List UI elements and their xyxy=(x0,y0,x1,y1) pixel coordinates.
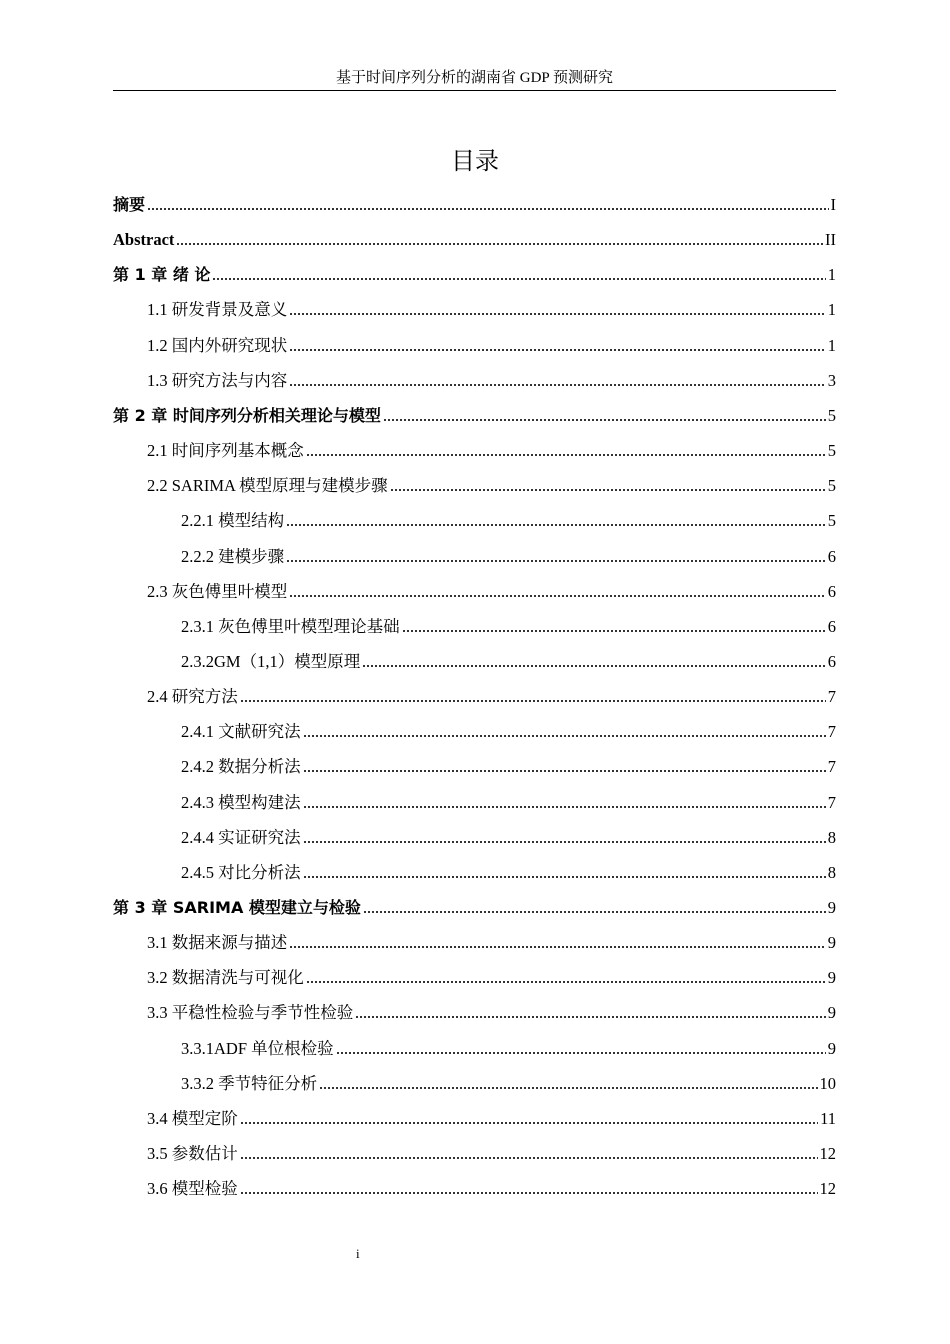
toc-entry-page: 12 xyxy=(819,1179,836,1199)
toc-entry[interactable] xyxy=(147,366,836,392)
toc-entry[interactable] xyxy=(181,752,836,778)
dot-leader xyxy=(355,1015,826,1019)
dot-leader xyxy=(286,523,826,527)
toc-entry-label: 1.2 国内外研究现状 xyxy=(147,335,288,355)
toc-entry-label: 第 2 章 时间序列分析相关理论与模型 xyxy=(113,405,381,425)
dot-leader xyxy=(390,488,826,492)
toc-entry-page: 6 xyxy=(827,546,836,566)
toc-entry-page: II xyxy=(825,230,836,250)
toc-entry-page: 9 xyxy=(827,1003,836,1023)
toc-entry[interactable] xyxy=(147,963,836,989)
toc-entry-label: 第 3 章 SARIMA 模型建立与检验 xyxy=(113,898,361,917)
toc-entry-page: 5 xyxy=(827,441,836,461)
toc-entry[interactable] xyxy=(147,1139,836,1165)
toc-entry[interactable] xyxy=(147,1104,836,1130)
toc-entry[interactable] xyxy=(147,436,836,462)
dot-leader xyxy=(286,559,826,563)
toc-entry-page: 7 xyxy=(827,722,836,742)
toc-entry-label: 2.3.1 灰色傅里叶模型理论基础 xyxy=(181,616,400,636)
toc-entry[interactable] xyxy=(147,928,836,954)
toc-entry-label: 3.3.2 季节特征分析 xyxy=(181,1073,318,1093)
toc-entry-page: 11 xyxy=(820,1108,836,1128)
toc-entry-label: Abstract xyxy=(113,230,175,250)
dot-leader xyxy=(303,840,826,844)
toc-entry-label: 1.3 研究方法与内容 xyxy=(147,370,288,390)
toc-entry-page: 5 xyxy=(827,511,836,531)
toc-entry[interactable] xyxy=(147,998,836,1024)
toc-entry-page: 9 xyxy=(827,933,836,953)
toc-entry[interactable] xyxy=(147,682,836,708)
toc-entry[interactable] xyxy=(181,612,836,638)
toc-entry-label: 3.3 平稳性检验与季节性检验 xyxy=(147,1003,354,1023)
toc-entry-label: 2.4.2 数据分析法 xyxy=(181,757,301,777)
toc-entry-label: 3.3.1ADF 单位根检验 xyxy=(181,1038,334,1058)
toc-entry-page: 8 xyxy=(827,862,836,882)
toc-entry-label: 2.2.2 建模步骤 xyxy=(181,546,285,566)
toc-entry[interactable] xyxy=(181,1069,836,1095)
dot-leader xyxy=(362,664,826,668)
toc-entry-page: 7 xyxy=(827,687,836,707)
toc-entry-page: 6 xyxy=(827,651,836,671)
page-header: 基于时间序列分析的湖南省 GDP 预测研究 xyxy=(113,66,836,91)
dot-leader xyxy=(336,1051,826,1055)
toc-entry-page: 12 xyxy=(819,1144,836,1164)
toc-entry-page: 9 xyxy=(827,968,836,988)
dot-leader xyxy=(147,207,828,211)
toc-entry[interactable] xyxy=(113,401,836,427)
dot-leader xyxy=(402,629,826,633)
dot-leader xyxy=(303,875,826,879)
toc-entry[interactable] xyxy=(147,471,836,497)
dot-leader xyxy=(212,277,825,281)
toc-entry-page: 8 xyxy=(827,827,836,847)
dot-leader xyxy=(363,910,826,914)
toc-entry-page: 1 xyxy=(827,265,836,285)
toc-entry[interactable] xyxy=(147,331,836,357)
dot-leader xyxy=(303,805,826,809)
toc-entry-page: 3 xyxy=(827,370,836,390)
toc-entry[interactable] xyxy=(181,647,836,673)
toc-entry-label: 第 1 章 绪 论 xyxy=(113,265,211,285)
toc-entry-label: 3.1 数据来源与描述 xyxy=(147,933,288,953)
toc-entry-page: 5 xyxy=(827,476,836,496)
toc-entry[interactable] xyxy=(181,506,836,532)
dot-leader xyxy=(289,348,826,352)
toc-entry[interactable] xyxy=(113,190,836,216)
toc-entry-label: 2.4.1 文献研究法 xyxy=(181,722,301,742)
dot-leader xyxy=(306,453,826,457)
dot-leader xyxy=(289,945,826,949)
dot-leader xyxy=(306,980,826,984)
toc-entry[interactable] xyxy=(181,823,836,849)
toc-entry-label: 1.1 研发背景及意义 xyxy=(147,300,288,320)
dot-leader xyxy=(240,1191,818,1195)
toc-entry-label: 2.4 研究方法 xyxy=(147,687,238,707)
toc-entry-page: 6 xyxy=(827,616,836,636)
dot-leader xyxy=(289,383,826,387)
toc-entry-label: 3.2 数据清洗与可视化 xyxy=(147,968,304,988)
toc-title: 目录 xyxy=(451,147,499,175)
toc-entry-page: 1 xyxy=(827,300,836,320)
toc-entry-page: 9 xyxy=(827,898,836,917)
toc-entry[interactable] xyxy=(181,788,836,814)
toc-entry-label: 3.4 模型定阶 xyxy=(147,1108,238,1128)
toc-entry-label: 2.4.5 对比分析法 xyxy=(181,862,301,882)
dot-leader xyxy=(240,1121,818,1125)
toc-entry-label: 2.2.1 模型结构 xyxy=(181,511,285,531)
toc-entry[interactable] xyxy=(181,717,836,743)
toc-entry[interactable] xyxy=(181,542,836,568)
toc-entry[interactable] xyxy=(113,225,836,251)
toc-entry[interactable] xyxy=(181,858,836,884)
toc-entry-page: 1 xyxy=(827,335,836,355)
toc-entry-label: 摘要 xyxy=(113,195,146,214)
page-number: i xyxy=(356,1246,360,1261)
dot-leader xyxy=(240,699,826,703)
toc-entry-label: 3.6 模型检验 xyxy=(147,1179,238,1199)
dot-leader xyxy=(383,418,826,422)
toc-entry[interactable] xyxy=(147,1174,836,1200)
toc-entry-label: 3.5 参数估计 xyxy=(147,1144,238,1164)
toc-entry-page: 5 xyxy=(827,405,836,425)
toc-entry[interactable] xyxy=(147,577,836,603)
toc-entry-label: 2.1 时间序列基本概念 xyxy=(147,441,304,461)
dot-leader xyxy=(176,242,823,246)
dot-leader xyxy=(289,312,826,316)
toc-entry-page: I xyxy=(830,195,836,214)
toc-entry[interactable] xyxy=(113,893,836,919)
dot-leader xyxy=(289,594,826,598)
toc-entry-label: 2.4.4 实证研究法 xyxy=(181,827,301,847)
toc-entry-label: 2.3.2GM（1,1）模型原理 xyxy=(181,651,361,671)
toc-entry[interactable] xyxy=(147,295,836,321)
toc-entry-page: 7 xyxy=(827,792,836,812)
toc-entry-page: 10 xyxy=(819,1073,836,1093)
toc-entry-label: 2.4.3 模型构建法 xyxy=(181,792,301,812)
toc-entry-page: 7 xyxy=(827,757,836,777)
dot-leader xyxy=(303,769,826,773)
dot-leader xyxy=(240,1156,818,1160)
dot-leader xyxy=(303,734,826,738)
toc-entry[interactable] xyxy=(181,1034,836,1060)
toc-entry-page: 6 xyxy=(827,581,836,601)
dot-leader xyxy=(319,1086,817,1090)
toc-entry-label: 2.2 SARIMA 模型原理与建模步骤 xyxy=(147,476,388,496)
toc-entry-label: 2.3 灰色傅里叶模型 xyxy=(147,581,288,601)
toc-entry[interactable] xyxy=(113,260,836,286)
toc-entry-page: 9 xyxy=(827,1038,836,1058)
